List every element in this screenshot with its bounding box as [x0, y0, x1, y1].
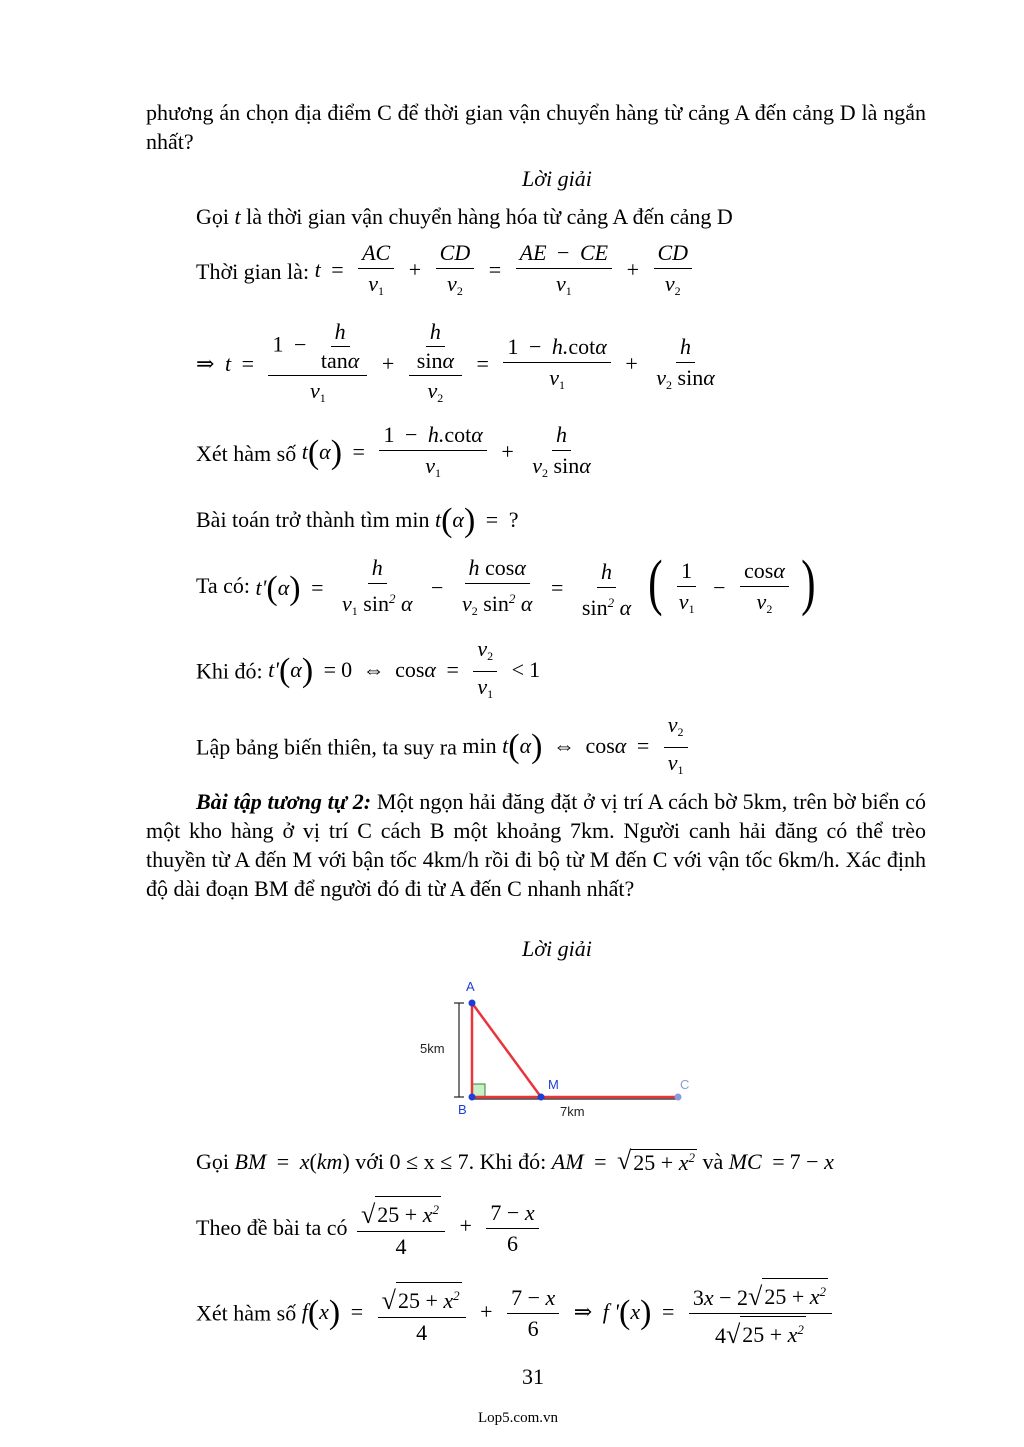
time-label: Thời gian là: [196, 259, 310, 284]
point-M [538, 1094, 545, 1101]
bm-va: và [702, 1149, 724, 1174]
solution-heading-2: Lời giải [522, 936, 592, 961]
label-A: A [466, 979, 475, 994]
consider-function-formula: t(α) = $\frac{1 - h.\cot\alpha}{v_1}$ + $\frac{h}{v_2 \sin\alpha}$ [301, 422, 591, 480]
time-formula-line [196, 240, 696, 304]
label-C: C [680, 1077, 690, 1092]
bm-range: 0 ≤ x ≤ 7. [389, 1149, 475, 1174]
t-definition-line [196, 204, 733, 230]
exercise-body: Một ngọn hải đăng đặt ở vị trí A cách bờ 5km, trên bờ biển có một kho hàng ở vị trí C cách B một khoảng 7km. Người canh hải đăng có thể trèo thuyền từ A đến M với bận tốc 4km/h rồi đi bộ từ M đến C với vận tốc 6km/h. Xác định độ dài đoạn BM để người đó đi từ A đến C nhanh nhất? [146, 789, 927, 901]
time-expression-label: Theo đề bài ta có [196, 1215, 348, 1240]
bm-formula: BM = x(km) [234, 1149, 350, 1174]
derivative-formula: t'(α) = $\frac{h}{v_1 \sin^2 \alpha}$ − $\frac{\text{h cosα}}{v_2 \sin^2 \alpha}$ = $\frac{h}{\sin^2 \alpha}$ ( $\frac{1}{v_1}$ − $\frac{\cos\alpha}{v_2}$ ) [255, 549, 816, 620]
label-M: M [548, 1077, 559, 1092]
consider-function-label: Xét hàm số [196, 441, 297, 466]
mc-formula: MC = 7 − x [728, 1149, 834, 1174]
intro-paragraph: phương án chọn địa điểm C để thời gian vận chuyển hàng từ cảng A đến cảng D là ngắn nhất? [146, 100, 926, 154]
am-formula: AM = √ $25 + x^2$ [551, 1146, 695, 1175]
critical-point-formula: t'(α) = 0 ⇔ cosα = $\frac{v_2}{v_1}$ < 1 [268, 636, 541, 701]
label-5km: 5km [420, 1041, 445, 1056]
footer-site: Lop5.com.vn [478, 1410, 558, 1426]
f-function-line [196, 1278, 836, 1349]
bm-khi-do: Khi đó: [479, 1149, 547, 1174]
bm-definition-pre: Gọi [196, 1149, 229, 1174]
exercise-paragraph [146, 787, 926, 903]
point-C [675, 1094, 682, 1101]
min-formula: min t(α) = ? [395, 502, 519, 539]
point-B [469, 1094, 476, 1101]
segment-AM [472, 1003, 541, 1097]
label-7km: 7km [560, 1104, 585, 1119]
problem-statement-label: Bài toán trở thành tìm [196, 507, 390, 532]
t-expansion-formula: ⇒ t = 1 − $\frac{h}{\tan\alpha}$ $v_1$ + $\frac{\frac{h}{\sin\alpha}}{v_2}$ = $\frac{1 - h.\cot\alpha}{v_1}$ + $\frac{h}{v_2 \sin\alpha}$ [196, 319, 715, 405]
variation-table-formula: min t(α) ⇔ cosα = $\frac{v_2}{v_1}$ [462, 733, 691, 758]
time-formula: t = $\frac{AC}{v_1}$ + $\frac{CD}{v_2}$ = $\frac{AE - CE}{v_1}$ + $\frac{CD}{v_2}$ [315, 257, 697, 282]
bm-definition-line [196, 1146, 834, 1176]
f-function-formula: f(x) = √ $25 + x^2$ 4 + $\frac{7 - x}{6}$ ⇒ f '(x) = 3x − 2 √ $25 + x^2$ 4 √ $25 + x^2$ [302, 1299, 836, 1324]
variation-table-label: Lập bảng biến thiên, ta suy ra [196, 734, 457, 760]
derivative-line [196, 548, 819, 624]
variation-table-line [196, 712, 692, 783]
t-definition-var: t [234, 204, 241, 229]
solution-heading: Lời giải [522, 166, 592, 191]
page-number: 31 [522, 1364, 544, 1389]
consider-function-line [196, 422, 599, 486]
f-function-label: Xét hàm số [196, 1300, 297, 1326]
t-expansion-line [196, 320, 723, 411]
time-expression-line [196, 1196, 543, 1260]
t-definition-pre: Gọi [196, 204, 235, 229]
exercise-title: Bài tập tương tự 2: [196, 789, 372, 814]
time-expression-formula: √ $25 + x^2$ 4 + $\frac{7 - x}{6}$ [353, 1213, 543, 1238]
derivative-label: Ta có: [196, 573, 251, 599]
t-definition-post: là thời gian vận chuyển hàng hóa từ cảng A đến cảng D [240, 204, 733, 229]
label-B: B [458, 1102, 467, 1117]
lighthouse-diagram [410, 975, 710, 1125]
critical-point-line [196, 636, 540, 707]
bm-condition: với [355, 1149, 385, 1174]
critical-point-label: Khi đó: [196, 658, 263, 684]
point-A [469, 1000, 476, 1007]
problem-statement-line [196, 502, 518, 540]
